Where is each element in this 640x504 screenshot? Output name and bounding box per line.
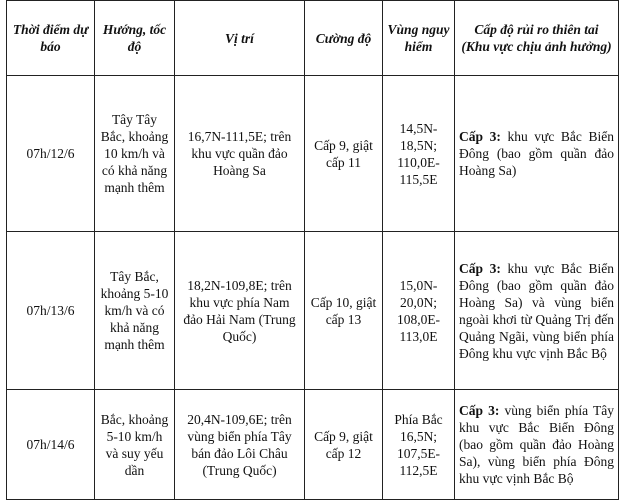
cell-intensity: Cấp 9, giật cấp 11 [305,76,383,232]
cell-risk [455,232,619,390]
risk-area: vùng biển phía Tây khu vực Bắc Biển Đông (bao gồm quần đảo Hoàng Sa), vùng biển phía Đông khu vực vịnh Bắc Bộ [459,403,614,487]
forecast-table [6,0,619,500]
risk-area: khu vực Bắc Biển Đông (bao gồm quần đảo Hoàng Sa) [459,129,614,179]
table-row [7,390,619,500]
header-position: Vị trí [175,1,305,76]
cell-danger-zone: 14,5N-18,5N; 110,0E-115,5E [383,76,455,232]
header-time: Thời điểm dự báo [7,1,95,76]
header-risk: Cấp độ rủi ro thiên tai (Khu vực chịu ảnh hưởng) [455,1,619,76]
cell-intensity: Cấp 10, giật cấp 13 [305,232,383,390]
table-row [7,76,619,232]
cell-danger-zone: 15,0N-20,0N; 108,0E-113,0E [383,232,455,390]
cell-intensity: Cấp 9, giật cấp 12 [305,390,383,500]
cell-position: 16,7N-111,5E; trên khu vực quần đảo Hoàng Sa [175,76,305,232]
table-row [7,232,619,390]
cell-direction: Tây Tây Bắc, khoảng 10 km/h và có khả năng mạnh thêm [95,76,175,232]
cell-direction: Bắc, khoảng 5-10 km/h và suy yếu dần [95,390,175,500]
risk-level: Cấp 3: [459,129,501,145]
cell-direction: Tây Bắc, khoảng 5-10 km/h và có khả năng mạnh thêm [95,232,175,390]
header-intensity: Cường độ [305,1,383,76]
risk-area: khu vực Bắc Biển Đông (bao gồm quần đảo Hoàng Sa) và vùng biển ngoài khơi từ Quảng Trị đến Quảng Ngãi, vùng biển phía Đông khu vực vịnh Bắc Bộ [459,260,614,361]
cell-time: 07h/12/6 [7,76,95,232]
header-direction: Hướng, tốc độ [95,1,175,76]
risk-level: Cấp 3: [459,260,501,276]
cell-position: 20,4N-109,6E; trên vùng biển phía Tây bán đảo Lôi Châu (Trung Quốc) [175,390,305,500]
cell-position: 18,2N-109,8E; trên khu vực phía Nam đảo Hải Nam (Trung Quốc) [175,232,305,390]
risk-level: Cấp 3: [459,403,500,419]
cell-time: 07h/14/6 [7,390,95,500]
header-danger-zone: Vùng nguy hiểm [383,1,455,76]
header-row [7,1,619,76]
cell-risk [455,76,619,232]
cell-time: 07h/13/6 [7,232,95,390]
cell-danger-zone: Phía Bắc 16,5N; 107,5E-112,5E [383,390,455,500]
cell-risk [455,390,619,500]
